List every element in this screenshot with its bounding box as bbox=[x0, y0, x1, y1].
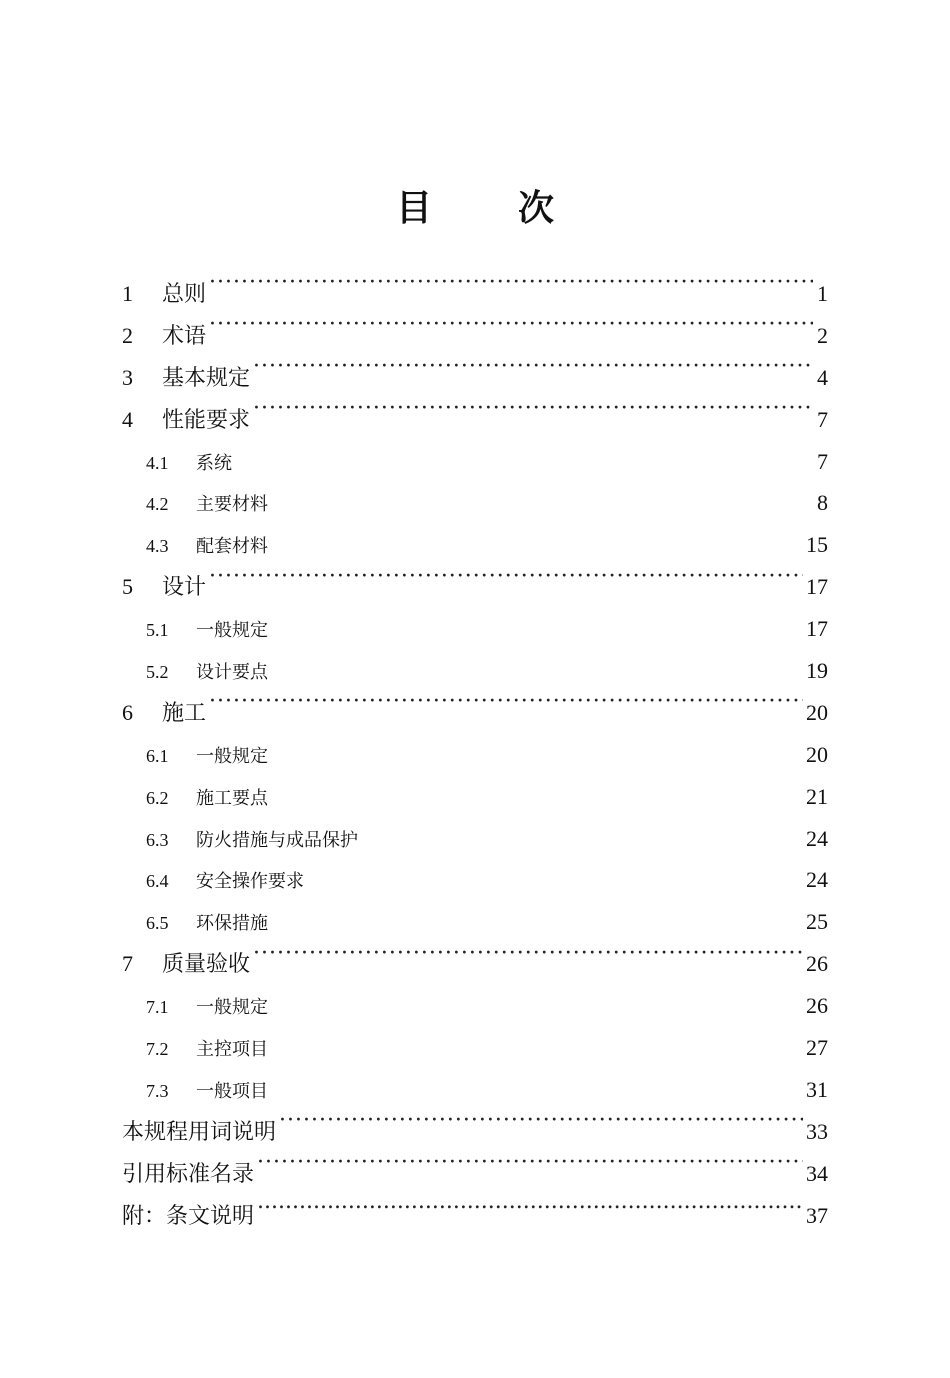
toc-dot-leader bbox=[209, 321, 813, 343]
toc-entry-page: 4 bbox=[817, 364, 828, 390]
toc-entry-page: 21 bbox=[806, 783, 828, 809]
toc-entry[interactable] bbox=[122, 1111, 828, 1153]
toc-entry-label: 防火措施与成品保护 bbox=[196, 829, 358, 851]
toc-entry-page: 24 bbox=[806, 867, 828, 893]
title-char-1: 目 bbox=[395, 187, 432, 229]
toc-entry-page: 15 bbox=[806, 532, 828, 558]
toc-entry-number: 7.3 bbox=[146, 1080, 169, 1101]
toc-entry-number: 5.1 bbox=[146, 620, 169, 641]
toc-entry-number: 6.3 bbox=[146, 829, 169, 850]
toc-entry-page: 17 bbox=[806, 616, 828, 642]
toc-entry-label: 环保措施 bbox=[196, 913, 268, 935]
toc-dot-leader bbox=[361, 828, 803, 846]
toc-entry-page: 8 bbox=[817, 490, 828, 516]
toc-entry-page: 27 bbox=[806, 1035, 828, 1061]
toc-entry-label: 一般规定 bbox=[196, 620, 268, 642]
toc-dot-leader bbox=[271, 1037, 803, 1055]
toc-dot-leader bbox=[307, 869, 803, 887]
toc-entry-page: 26 bbox=[806, 993, 828, 1019]
toc-entry-page: 25 bbox=[806, 909, 828, 935]
title-char-2: 次 bbox=[518, 187, 555, 229]
toc-entry[interactable] bbox=[122, 901, 828, 943]
toc-entry[interactable] bbox=[122, 1027, 828, 1069]
toc-entry-number: 4 bbox=[122, 406, 133, 432]
toc-entry-page: 20 bbox=[806, 699, 828, 725]
toc-dot-leader bbox=[279, 1117, 803, 1139]
toc-dot-leader bbox=[271, 618, 803, 636]
toc-entry[interactable] bbox=[122, 1195, 828, 1237]
toc-entry-label: 一般规定 bbox=[196, 745, 268, 767]
toc-entry-label: 主控项目 bbox=[196, 1039, 268, 1061]
toc-entry-label: 一般规定 bbox=[196, 997, 268, 1019]
toc-entry-label: 一般项目 bbox=[196, 1080, 268, 1102]
toc-entry-page: 19 bbox=[806, 658, 828, 684]
toc-entry[interactable] bbox=[122, 482, 828, 524]
toc-entry-number: 7.1 bbox=[146, 997, 169, 1018]
toc-dot-leader bbox=[257, 1201, 803, 1223]
toc-entry-number: 4.3 bbox=[146, 536, 169, 557]
toc-entry-label: 术语 bbox=[162, 323, 207, 349]
toc-entry[interactable] bbox=[122, 524, 828, 566]
toc-dot-leader bbox=[271, 911, 803, 929]
toc-entry[interactable] bbox=[122, 315, 828, 357]
toc-entry-page: 20 bbox=[806, 741, 828, 767]
toc-entry-label: 设计要点 bbox=[196, 662, 268, 684]
toc-entry[interactable] bbox=[122, 1069, 828, 1111]
table-of-contents bbox=[122, 273, 828, 1236]
toc-entry-label: 附：条文说明 bbox=[122, 1203, 255, 1229]
toc-dot-leader bbox=[253, 405, 813, 427]
toc-entry[interactable] bbox=[122, 859, 828, 901]
toc-entry-label: 设计 bbox=[162, 575, 207, 601]
toc-dot-leader bbox=[271, 786, 803, 804]
toc-entry-page: 24 bbox=[806, 825, 828, 851]
toc-dot-leader bbox=[257, 1159, 803, 1181]
toc-entry-number: 6.5 bbox=[146, 913, 169, 934]
toc-entry[interactable] bbox=[122, 1153, 828, 1195]
toc-entry-number: 7 bbox=[122, 951, 133, 977]
toc-entry-page: 33 bbox=[806, 1118, 828, 1144]
toc-dot-leader bbox=[271, 660, 803, 678]
toc-entry-label: 总则 bbox=[162, 282, 207, 307]
toc-dot-leader bbox=[253, 949, 803, 971]
toc-dot-leader bbox=[271, 744, 803, 762]
toc-dot-leader bbox=[253, 363, 813, 385]
toc-entry-label: 引用标准名录 bbox=[122, 1161, 255, 1187]
toc-dot-leader bbox=[271, 534, 803, 552]
toc-entry[interactable] bbox=[122, 650, 828, 692]
toc-entry-page: 7 bbox=[817, 406, 828, 432]
toc-entry-page: 26 bbox=[806, 951, 828, 977]
toc-entry-label: 基本规定 bbox=[162, 365, 251, 391]
toc-dot-leader bbox=[271, 492, 813, 510]
toc-entry[interactable] bbox=[122, 943, 828, 985]
toc-entry-label: 安全操作要求 bbox=[196, 871, 304, 893]
toc-entry-label: 施工要点 bbox=[196, 787, 268, 809]
toc-entry-page: 7 bbox=[817, 448, 828, 474]
toc-entry-number: 3 bbox=[122, 364, 133, 390]
toc-entry-number: 4.1 bbox=[146, 452, 169, 473]
toc-entry[interactable] bbox=[122, 566, 828, 608]
toc-entry-page: 17 bbox=[806, 574, 828, 600]
toc-entry-label: 施工 bbox=[162, 700, 207, 726]
toc-entry-label: 性能要求 bbox=[162, 407, 251, 433]
toc-entry[interactable] bbox=[122, 692, 828, 734]
toc-entry-number: 6.1 bbox=[146, 745, 169, 766]
toc-entry-number: 6.4 bbox=[146, 871, 169, 892]
toc-entry[interactable] bbox=[122, 776, 828, 818]
toc-entry[interactable] bbox=[122, 818, 828, 860]
toc-entry-number: 6.2 bbox=[146, 787, 169, 808]
toc-entry-number: 4.2 bbox=[146, 494, 169, 515]
toc-entry-label: 主要材料 bbox=[196, 494, 268, 516]
toc-entry-number: 1 bbox=[122, 281, 133, 306]
toc-entry-label: 系统 bbox=[196, 452, 232, 474]
toc-entry-number: 5 bbox=[122, 574, 133, 600]
toc-dot-leader bbox=[271, 1079, 803, 1097]
toc-entry-number: 6 bbox=[122, 699, 133, 725]
toc-entry[interactable] bbox=[122, 734, 828, 776]
page-title bbox=[0, 180, 950, 231]
toc-entry-label: 配套材料 bbox=[196, 536, 268, 558]
toc-entry-number: 7.2 bbox=[146, 1039, 169, 1060]
toc-entry-number: 2 bbox=[122, 322, 133, 348]
toc-entry[interactable] bbox=[122, 441, 828, 483]
toc-entry-page: 1 bbox=[817, 281, 828, 306]
toc-dot-leader bbox=[235, 451, 813, 469]
toc-dot-leader bbox=[209, 698, 803, 720]
toc-entry-number: 5.2 bbox=[146, 662, 169, 683]
toc-entry[interactable] bbox=[122, 608, 828, 650]
toc-entry[interactable] bbox=[122, 985, 828, 1027]
toc-dot-leader bbox=[209, 572, 803, 594]
toc-entry-page: 2 bbox=[817, 322, 828, 348]
toc-entry[interactable] bbox=[122, 357, 828, 399]
toc-entry-label: 质量验收 bbox=[162, 952, 251, 978]
toc-entry[interactable] bbox=[122, 273, 828, 315]
toc-entry-page: 34 bbox=[806, 1160, 828, 1186]
toc-entry-page: 31 bbox=[806, 1076, 828, 1102]
toc-entry-label: 本规程用词说明 bbox=[122, 1119, 277, 1145]
toc-entry-page: 37 bbox=[806, 1202, 828, 1228]
toc-dot-leader bbox=[209, 279, 813, 301]
toc-dot-leader bbox=[271, 995, 803, 1013]
toc-entry[interactable] bbox=[122, 399, 828, 441]
